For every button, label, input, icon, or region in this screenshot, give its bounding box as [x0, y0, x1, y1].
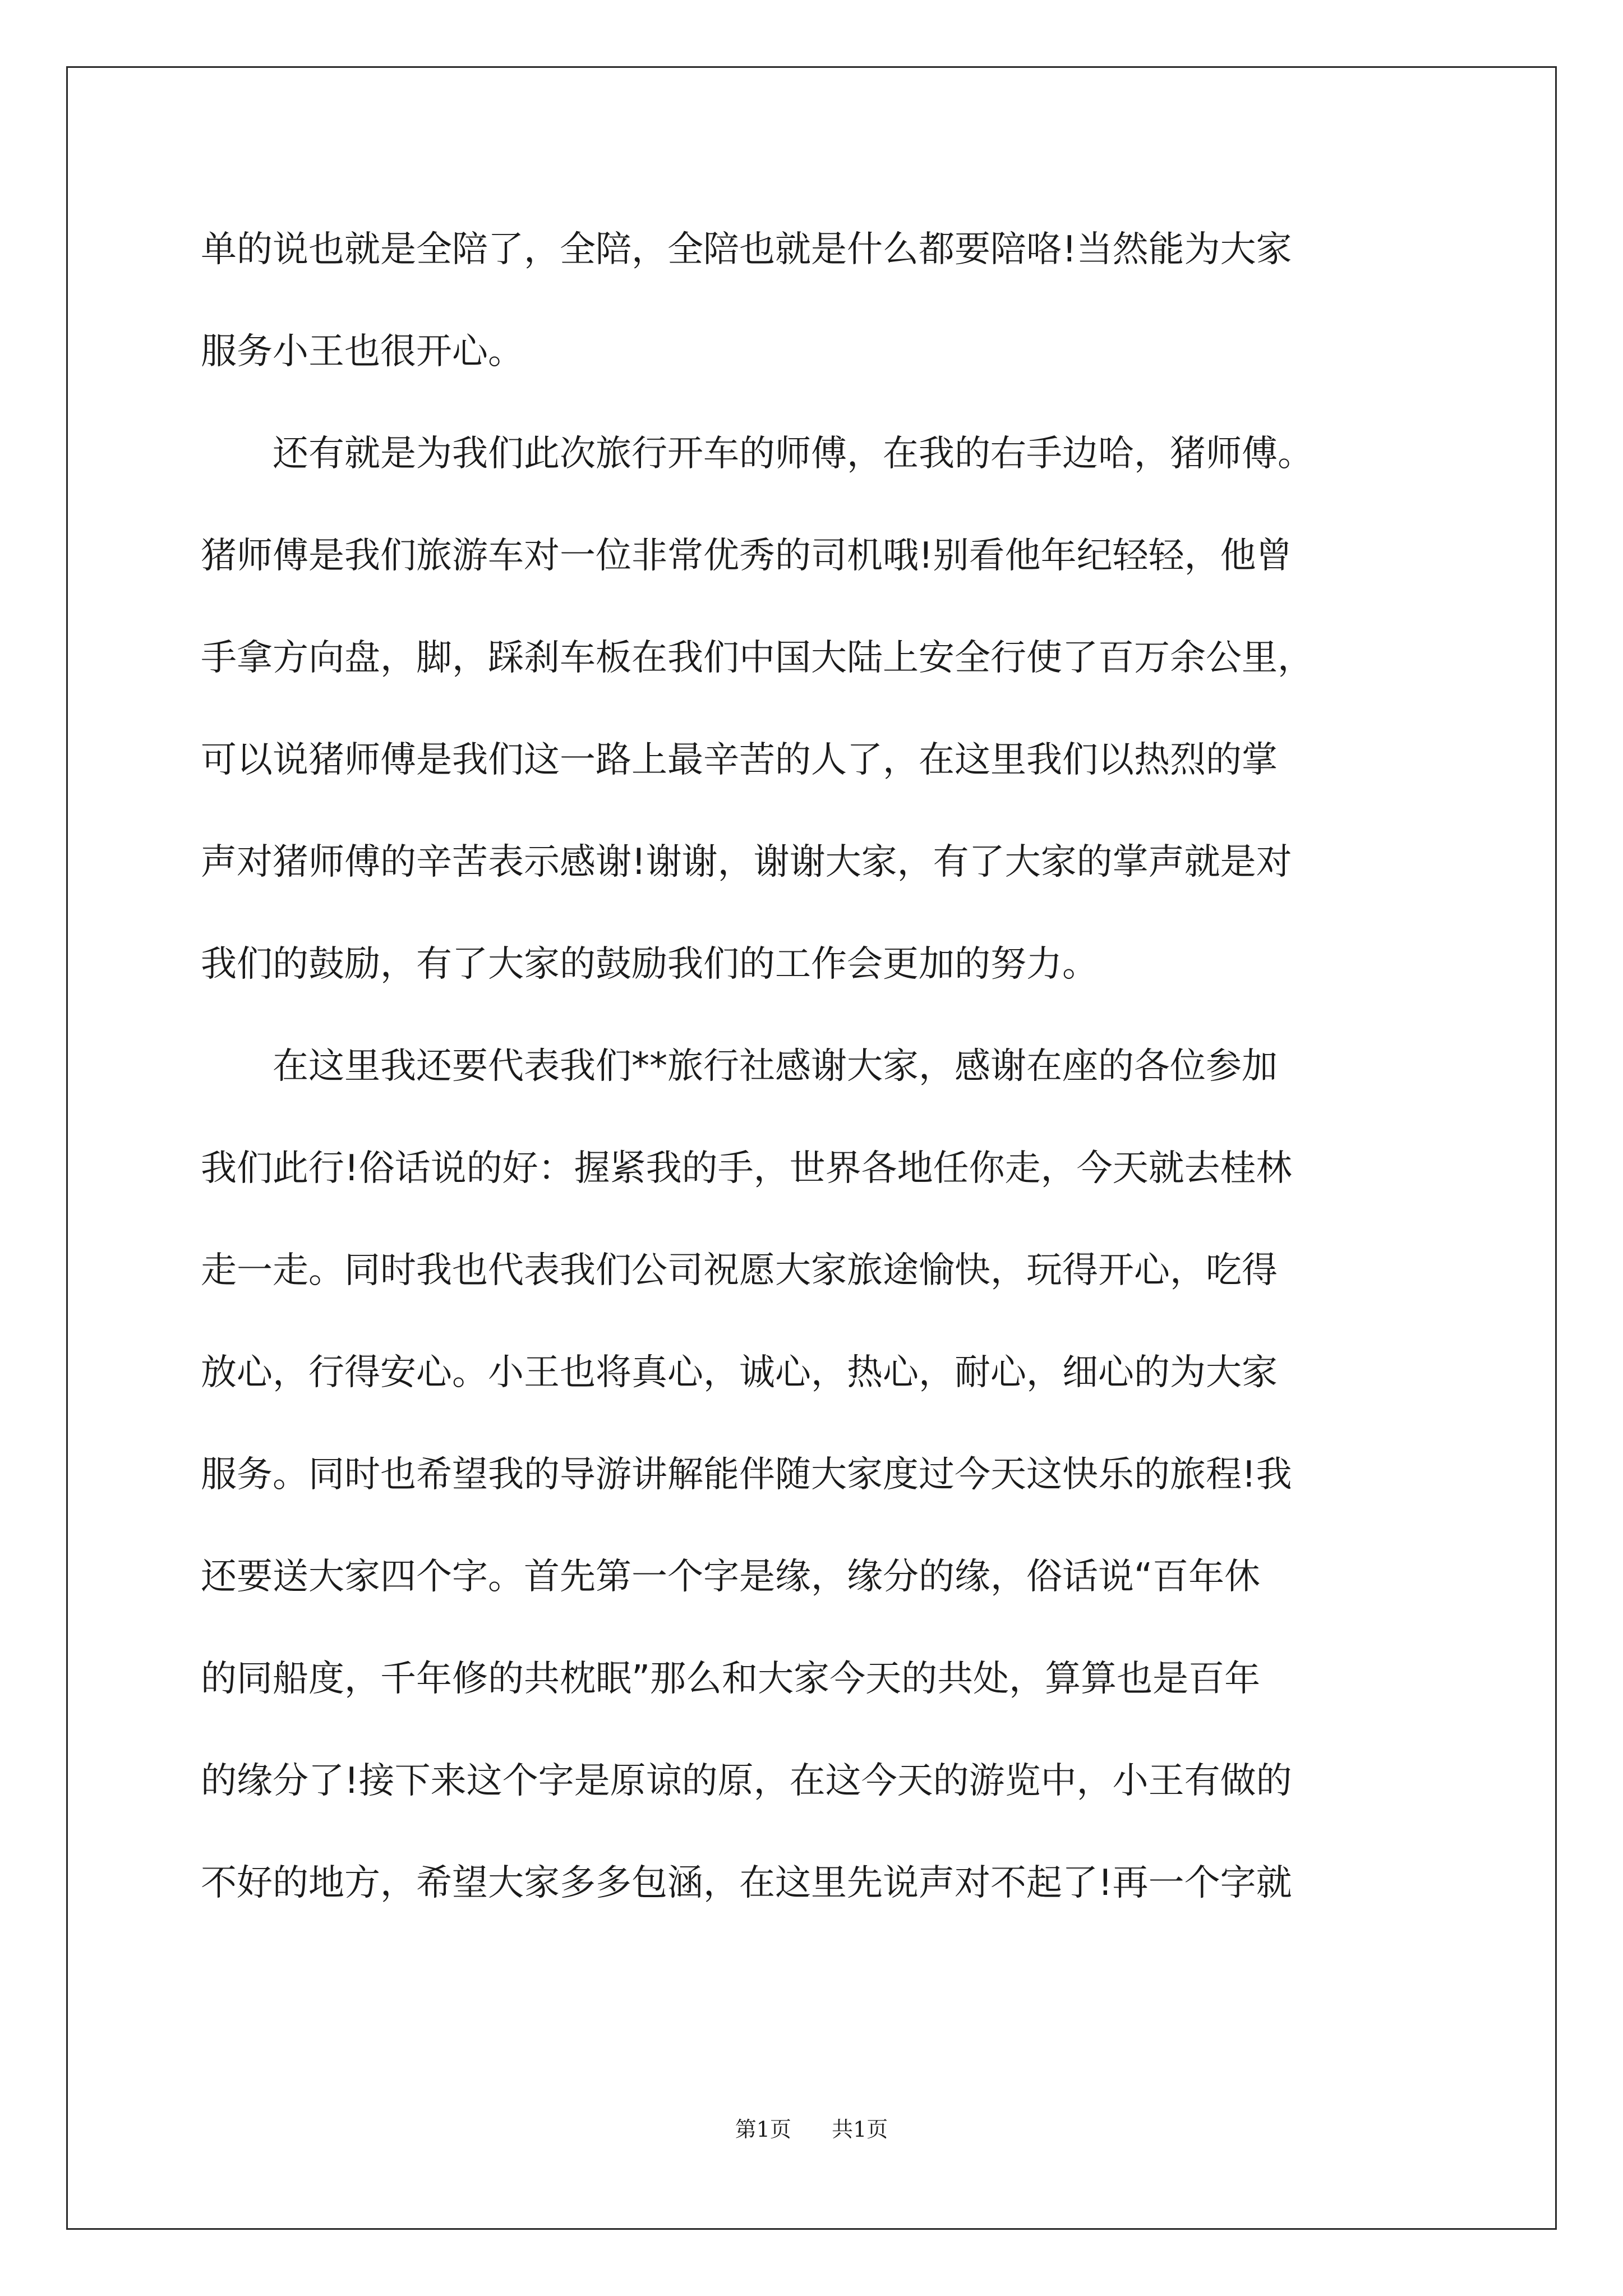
text-line: 猪师傅是我们旅游车对一位非常优秀的司机哦!别看他年纪轻轻，他曾 [201, 535, 1292, 577]
text-line: 还要送大家四个字。首先第一个字是缘，缘分的缘，俗话说“百年休 [201, 1556, 1261, 1598]
text-line: 单的说也就是全陪了，全陪，全陪也就是什么都要陪咯!当然能为大家 [201, 229, 1292, 270]
text-line: 手拿方向盘，脚，踩刹车板在我们中国大陆上安全行使了百万余公里， [201, 637, 1313, 679]
text-line: 我们的鼓励，有了大家的鼓励我们的工作会更加的努力。 [201, 944, 1098, 985]
text-line: 放心，行得安心。小王也将真心，诚心，热心，耐心，细心的为大家 [201, 1352, 1278, 1393]
text-line: 还有就是为我们此次旅行开车的师傅，在我的右手边哈，猪师傅。 [201, 433, 1313, 475]
text-line: 的缘分了!接下来这个字是原谅的原，在这今天的游览中，小王有做的 [201, 1760, 1292, 1802]
text-line: 服务。同时也希望我的导游讲解能伴随大家度过今天这快乐的旅程!我 [201, 1454, 1292, 1496]
text-line: 声对猪师傅的辛苦表示感谢!谢谢，谢谢大家，有了大家的掌声就是对 [201, 841, 1292, 883]
text-line: 走一走。同时我也代表我们公司祝愿大家旅途愉快，玩得开心，吃得 [201, 1250, 1278, 1291]
page-total: 共1页 [832, 2117, 888, 2142]
page-number: 第1页 [735, 2117, 791, 2142]
text-line: 我们此行!俗话说的好：握紧我的手，世界各地任你走，今天就去桂林 [201, 1148, 1292, 1189]
text-line: 的同船度，千年修的共枕眠”那么和大家今天的共处，算算也是百年 [201, 1658, 1261, 1700]
text-line: 服务小王也很开心。 [201, 331, 524, 372]
text-line: 可以说猪师傅是我们这一路上最辛苦的人了，在这里我们以热烈的掌 [201, 739, 1278, 781]
page-footer [0, 2112, 1623, 2143]
text-line: 在这里我还要代表我们**旅行社感谢大家，感谢在座的各位参加 [201, 1046, 1278, 1087]
text-line: 不好的地方，希望大家多多包涵，在这里先说声对不起了!再一个字就 [201, 1862, 1292, 1904]
